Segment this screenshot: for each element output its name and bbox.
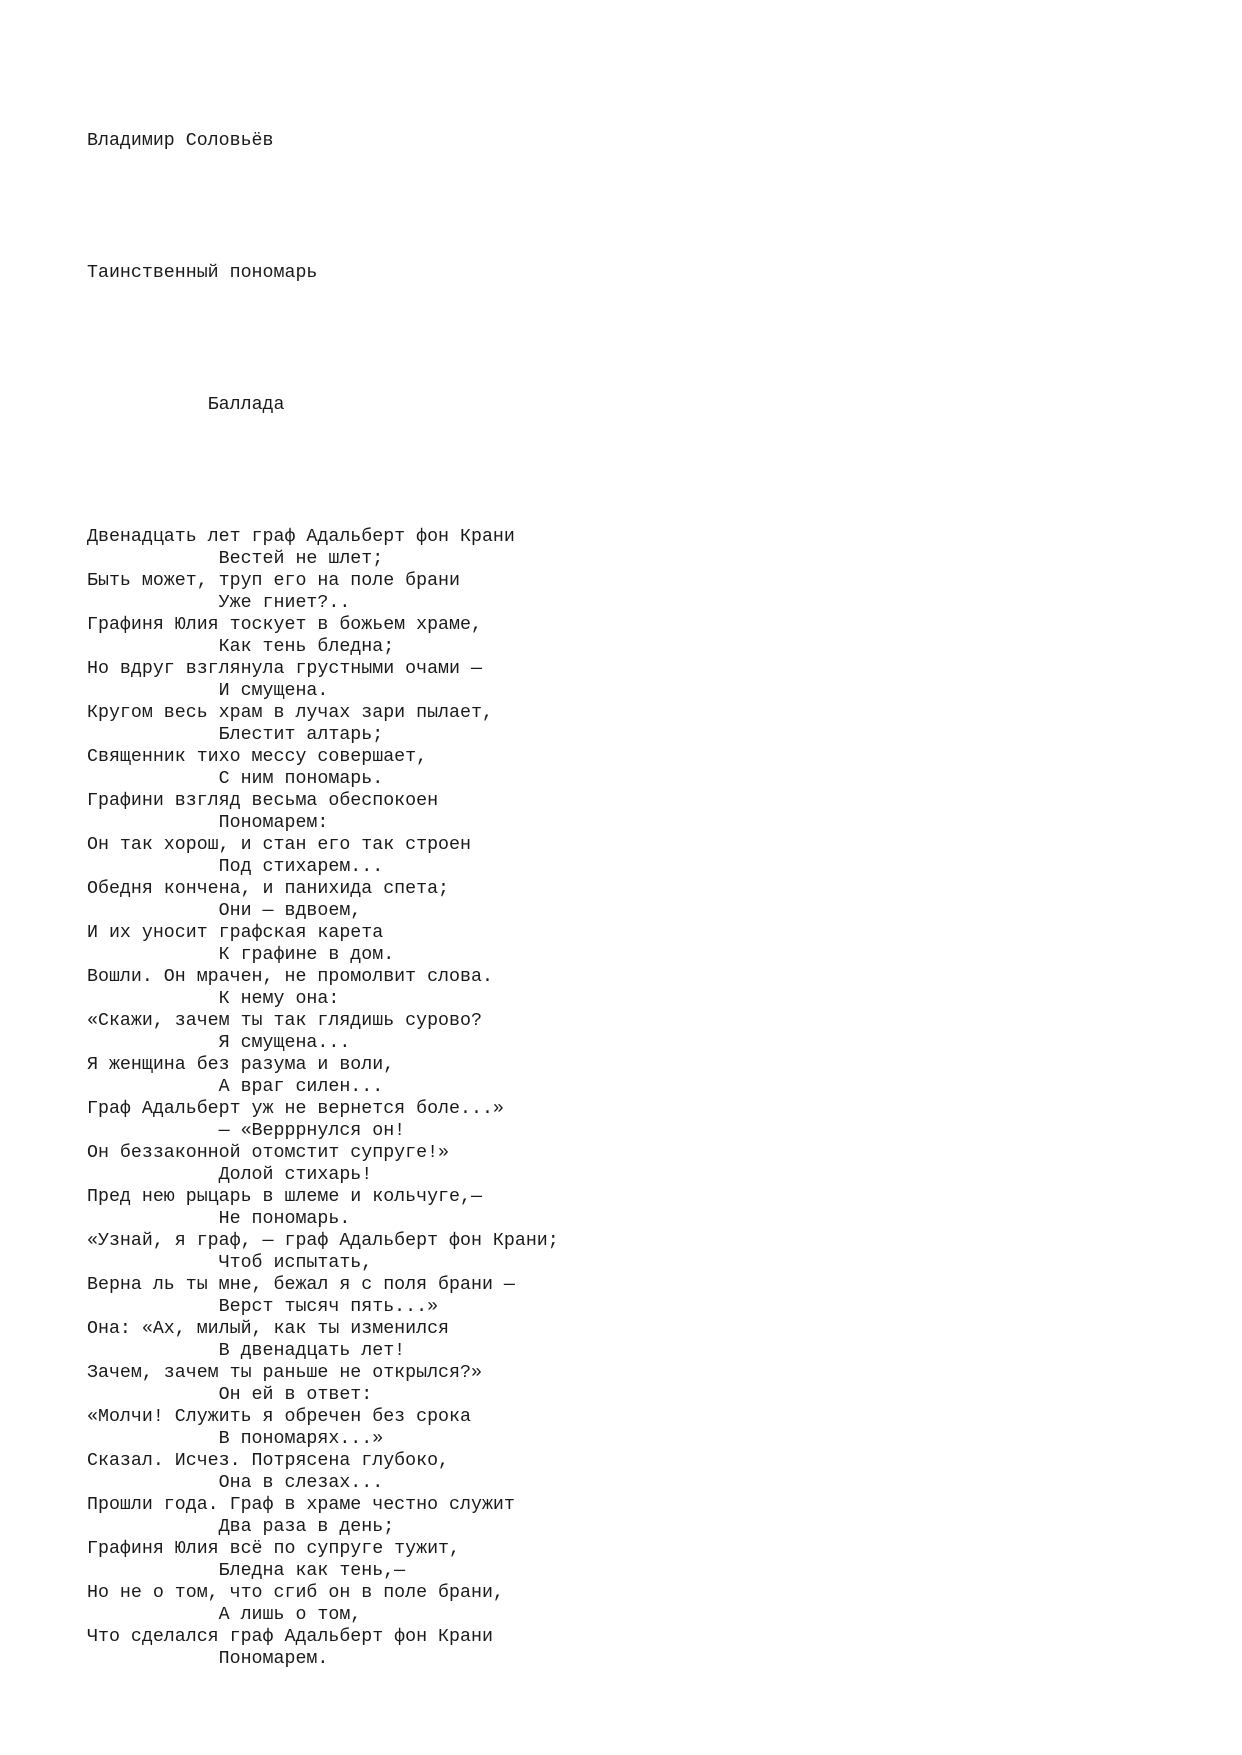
blank-line [87, 328, 559, 350]
poem-line: Он так хорош, и стан его так строен [87, 835, 471, 855]
poem-line-indented: Под стихарем... [87, 857, 384, 877]
poem-line: Обедня кончена, и панихида спета; [87, 879, 450, 899]
poem-line: Двенадцать лет граф Адальберт фон Крани [87, 527, 515, 547]
poem-line-indented: Не пономарь. [87, 1209, 351, 1229]
poem-subtitle [87, 394, 559, 416]
poem-subtitle-text: Баллада [207, 395, 285, 415]
poem-line: Но не о том, что сгиб он в поле брани, [87, 1583, 504, 1603]
poem-line-indented: Они — вдвоем, [87, 901, 362, 921]
poem-line-indented: С ним пономарь. [87, 769, 384, 789]
poem-line: Графиня Юлия всё по супруге тужит, [87, 1539, 460, 1559]
author-name: Владимир Соловьёв [87, 131, 274, 151]
poem-line-indented: Два раза в день; [87, 1517, 395, 1537]
poem-line-indented: В двенадцать лет! [87, 1341, 406, 1361]
poem-line: Что сделался граф Адальберт фон Крани [87, 1627, 493, 1647]
poem-line: Я женщина без разума и воли, [87, 1055, 395, 1075]
subtitle-indent [87, 395, 208, 415]
poem-line-indented: А лишь о том, [87, 1605, 362, 1625]
poem-line-indented: Бледна как тень,— [87, 1561, 406, 1581]
poem-line-indented: К графине в дом. [87, 945, 395, 965]
poem-line: Графини взгляд весьма обеспокоен [87, 791, 439, 811]
poem-line: Он беззаконной отомстит супруге!» [87, 1143, 450, 1163]
poem-line-indented: В пономарях...» [87, 1429, 384, 1449]
poem-line: Сказал. Исчез. Потрясена глубоко, [87, 1451, 450, 1471]
poem-line: «Скажи, зачем ты так глядишь сурово? [87, 1011, 482, 1031]
poem-line: «Молчи! Служить я обречен без срока [87, 1407, 471, 1427]
poem-line: Зачем, зачем ты раньше не открылся?» [87, 1363, 482, 1383]
poem-line-indented: Он ей в ответ: [87, 1385, 373, 1405]
poem-line-indented: Я смущена... [87, 1033, 351, 1053]
poem-line: Она: «Ах, милый, как ты изменился [87, 1319, 450, 1339]
poem-line: Кругом весь храм в лучах зари пылает, [87, 703, 493, 723]
poem-line: Вошли. Он мрачен, не промолвит слова. [87, 967, 493, 987]
poem-line-indented: Как тень бледна; [87, 637, 395, 657]
poem-line: Пред нею рыцарь в шлеме и кольчуге,— [87, 1187, 482, 1207]
poem-line-indented: — «Верррнулся он! [87, 1121, 406, 1141]
poem-line-indented: Верст тысяч пять...» [87, 1297, 439, 1317]
poem-line-indented: Пономарем. [87, 1649, 329, 1669]
poem-line-indented: Долой стихарь! [87, 1165, 373, 1185]
document-text [87, 86, 559, 1714]
poem-line-indented: Вестей не шлет; [87, 549, 384, 569]
poem-line: «Узнай, я граф, — граф Адальберт фон Крани; [87, 1231, 559, 1251]
poem-line: Но вдруг взглянула грустными очами — [87, 659, 482, 679]
poem-line: Граф Адальберт уж не вернется боле...» [87, 1099, 504, 1119]
poem-line-indented: Она в слезах... [87, 1473, 384, 1493]
poem-body [87, 526, 559, 1670]
poem-line-indented: Чтоб испытать, [87, 1253, 373, 1273]
poem-line: Прошли года. Граф в храме честно служит [87, 1495, 515, 1515]
poem-line-indented: А враг силен... [87, 1077, 384, 1097]
poem-line: Священник тихо мессу совершает, [87, 747, 428, 767]
poem-line-indented: Уже гниет?.. [87, 593, 351, 613]
poem-line: Быть может, труп его на поле брани [87, 571, 460, 591]
poem-line-indented: Блестит алтарь; [87, 725, 384, 745]
poem-line-indented: К нему она: [87, 989, 340, 1009]
blank-line [87, 460, 559, 482]
poem-title: Таинственный пономарь [87, 263, 318, 283]
poem-line: Верна ль ты мне, бежал я с поля брани — [87, 1275, 515, 1295]
poem-line: И их уносит графская карета [87, 923, 384, 943]
poem-line-indented: И смущена. [87, 681, 329, 701]
poem-line-indented: Пономарем: [87, 813, 329, 833]
poem-line: Графиня Юлия тоскует в божьем храме, [87, 615, 482, 635]
blank-line [87, 196, 559, 218]
